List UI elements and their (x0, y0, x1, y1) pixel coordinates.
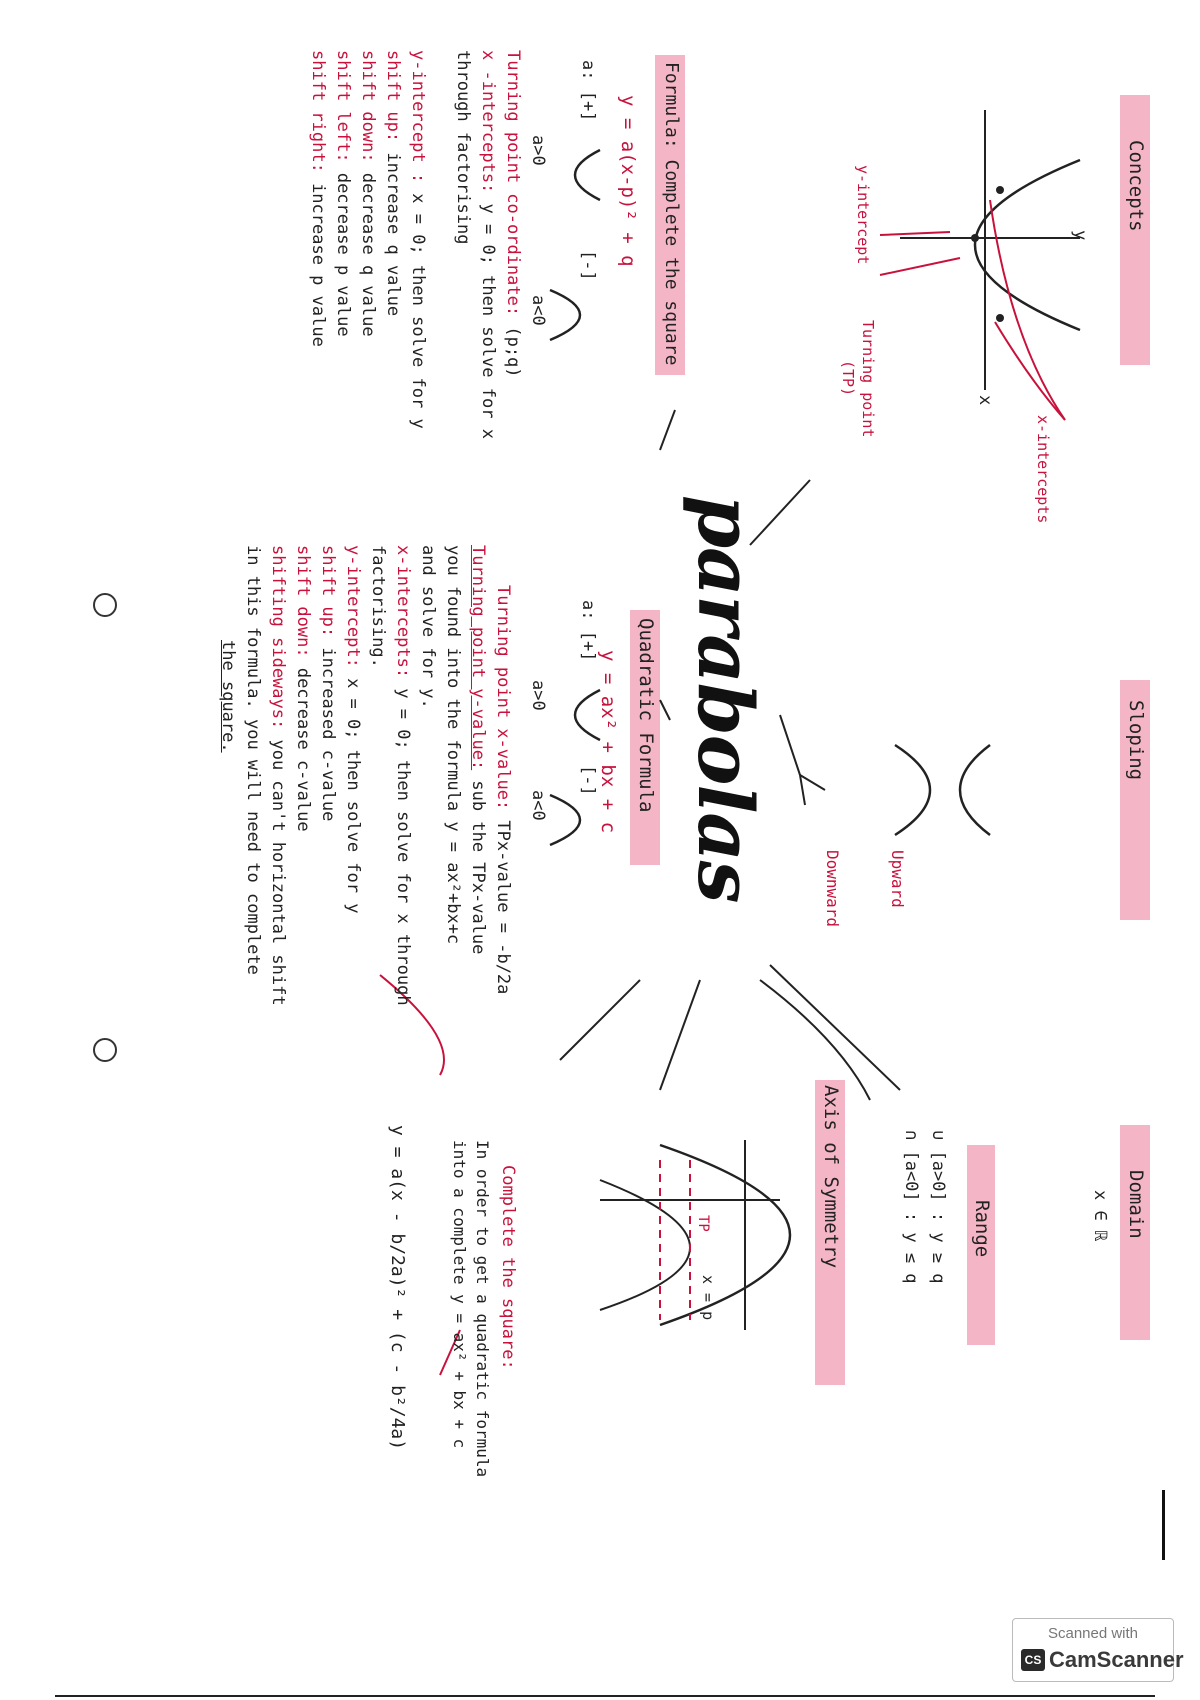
cts-final-equation: y = a(x - b/2a)² + (c - b²/4a) (387, 1125, 408, 1451)
qf-line-2 (440, 545, 465, 944)
cts-line-0-label: Turning point co-ordinate: (503, 50, 523, 317)
aos-tp-label: TP (695, 1215, 711, 1232)
turning-point-tp-label: (TP) (839, 360, 857, 397)
qf-line-9-label: shifting sideways: (268, 545, 288, 730)
x-intercept-dot-right (996, 314, 1004, 322)
hole-punch-2 (94, 1039, 116, 1061)
y-intercept-arrow (880, 232, 950, 235)
qf-line-0 (490, 585, 515, 994)
page-edge-mark (1162, 1490, 1165, 1560)
qf-line-11 (215, 640, 240, 753)
qf-line-2-text: you found into the formula y = ax²+bx+c (443, 545, 463, 945)
arrow-to-sloping-head (800, 775, 825, 805)
x-intercept-arrow-1 (990, 200, 1065, 420)
cts-line-1 (475, 50, 500, 439)
qf-line-7 (315, 545, 340, 821)
cts-line-6-label: shift left: (333, 50, 353, 163)
cts-line-5-label: shift down: (358, 50, 378, 163)
qf-line-8-text: decrease c-value (293, 657, 313, 832)
domain-heading: Domain (1125, 1170, 1147, 1239)
qf-line-1-label: Turning point y-value: (468, 545, 488, 771)
cts-line-6-text: decrease p value (333, 162, 353, 337)
qf-line-6-text: x = 0; then solve for y (343, 667, 363, 914)
qf-line-3 (415, 545, 440, 709)
concepts-a-neg: a<0 (528, 295, 548, 326)
cts-text-line-1: into a complete y = ax² + bx + c (450, 1140, 469, 1449)
qf-line-1 (465, 545, 490, 954)
qf-line-0-text: TPx-value = -b/2a (493, 810, 513, 995)
range-line-1: ∪ [a>0] : y ≥ q (928, 1130, 948, 1284)
quadratic-a-pos: a>0 (528, 680, 548, 711)
formula-cts-heading: Formula: Complete the square (661, 62, 682, 366)
quadratic-a-label: a: [+] (578, 600, 598, 662)
page-title: parabolas (681, 495, 770, 903)
turning-point-dot (971, 234, 979, 242)
qf-line-5 (365, 545, 390, 668)
x-intercepts-label: x-intercepts (1034, 415, 1052, 524)
concepts-neg-label: [-] (578, 250, 598, 281)
concepts-y-axis-label: y (1070, 230, 1090, 241)
qf-line-9 (265, 545, 290, 1006)
cts-text-line-0: In order to get a quadratic formula (473, 1140, 492, 1478)
x-intercept-dot-left (996, 186, 1004, 194)
camscanner-logo-icon: CS (1021, 1649, 1045, 1671)
cts-line-0-text: (p;q) (503, 316, 523, 378)
cts-line-4-label: shift up: (383, 50, 403, 143)
qf-line-10 (240, 545, 265, 975)
upward-parabola-icon (960, 745, 990, 835)
quadratic-neg-label: [-] (578, 765, 598, 796)
arrow-to-concepts (660, 410, 675, 450)
qf-line-6-label: y-intercept: (343, 545, 363, 668)
qf-line-11-text: the square. (218, 640, 238, 753)
hole-punch-1 (94, 594, 116, 616)
bottom-edge-line (55, 1695, 1155, 1697)
arrow-to-sloping (780, 715, 800, 775)
aos-x-label: x = p (699, 1275, 717, 1321)
qf-line-3-text: and solve for y. (418, 545, 438, 709)
qf-line-8-label: shift down: (293, 545, 313, 658)
concepts-equation: y = a(x-p)² + q (617, 95, 639, 267)
quadratic-a-neg: a<0 (528, 790, 548, 821)
cts-line-7 (305, 50, 330, 347)
range-heading: Range (971, 1200, 993, 1258)
quadratic-equation: y = ax² + bx + c (597, 650, 619, 834)
cts-line-3-label: y-intercept : (408, 50, 428, 184)
cts-line-3 (405, 50, 430, 429)
arrow-to-aos (660, 980, 700, 1090)
concepts-up-parabola (575, 150, 600, 200)
cts-line-1-text: y = 0; then solve for x (478, 193, 498, 439)
y-intercept-label: y-intercept (854, 165, 872, 265)
quadratic-formula-heading: Quadratic Formula (635, 618, 657, 813)
qf-line-5-text: factorising. (368, 545, 388, 668)
cts-line-5 (355, 50, 380, 337)
cts-line-1-label: x -intercepts: (478, 50, 498, 194)
aos-parabola (660, 1145, 790, 1325)
scanner-stamp-top: Scanned with (1047, 1625, 1139, 1642)
turning-point-label: Turning point (859, 320, 877, 438)
cts-line-6 (330, 50, 355, 337)
cts-line-3-text: x = 0; then solve for y (408, 183, 428, 429)
scanner-stamp (1012, 1618, 1184, 1682)
qf-line-9-text: you can't horizontal shift (268, 729, 288, 1006)
arrow-to-complete-square (560, 980, 640, 1060)
qf-line-4-text: y = 0; then solve for x through (393, 678, 413, 1006)
cts-line-0 (500, 50, 525, 378)
arrow-to-quadratic (660, 700, 670, 720)
qf-line-0-label: Turning point x-value: (493, 585, 513, 811)
quadratic-down-parabola (550, 795, 580, 845)
arrow-to-domain (770, 965, 900, 1090)
concepts-a-label: a: [+] (578, 60, 598, 122)
qf-line-4-label: x-intercepts: (393, 545, 413, 679)
cts-line-7-text: increase p value (308, 172, 328, 347)
turning-point-arrow (880, 258, 960, 275)
domain-value: x ∈ ℝ (1090, 1190, 1110, 1242)
qf-line-10-text: in this formula. you will need to complete (243, 545, 263, 975)
cts-line-7-label: shift right: (308, 50, 328, 173)
sloping-heading: Sloping (1125, 700, 1147, 781)
cts-line-4-text: increase q value (383, 142, 403, 317)
axis-of-symmetry-heading: Axis of Symmetry (820, 1085, 842, 1269)
range-line-2: ∩ [a<0] : y ≤ q (901, 1130, 921, 1284)
downward-parabola-icon (895, 745, 930, 835)
cts-line-5-text: decrease q value (358, 162, 378, 337)
arrow-to-concepts-graph (750, 480, 810, 545)
qf-line-1-text: sub the TPx-value (468, 770, 488, 955)
upward-label: Upward (888, 850, 907, 908)
cts-line-2 (450, 50, 475, 244)
qf-line-8 (290, 545, 315, 832)
qf-line-7-label: shift up: (318, 545, 338, 638)
concepts-heading: Concepts (1125, 140, 1147, 232)
scanner-stamp-name: CamScanner (1049, 1647, 1184, 1672)
cts-heading: Complete the square: (498, 1165, 518, 1370)
concepts-x-axis-label: x (975, 395, 995, 406)
downward-label: Downward (823, 850, 842, 928)
qf-line-4 (390, 545, 415, 1006)
arrow-to-range (760, 980, 870, 1100)
concepts-down-parabola (550, 290, 580, 340)
cts-line-4 (380, 50, 405, 316)
concepts-parabola (975, 160, 1080, 330)
cts-line-2-text: through factorising (453, 50, 473, 245)
concepts-a-pos: a>0 (528, 135, 548, 166)
qf-line-6 (340, 545, 365, 913)
qf-line-7-text: increased c-value (318, 637, 338, 822)
